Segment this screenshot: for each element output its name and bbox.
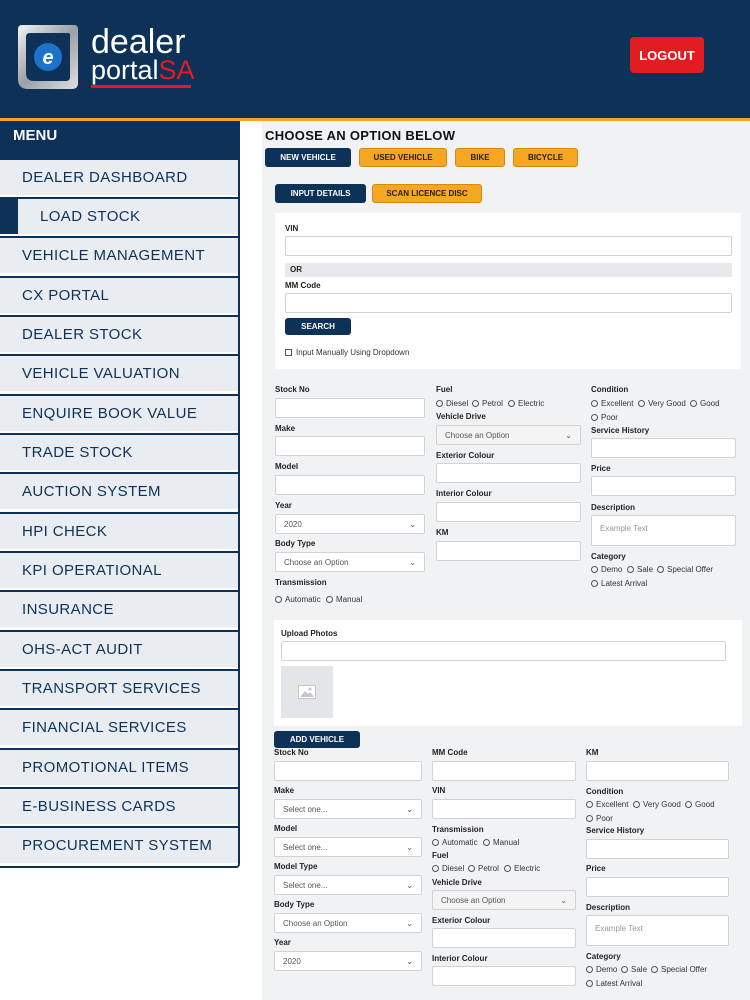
radio-circle[interactable] — [586, 815, 593, 822]
radio-circle[interactable] — [657, 566, 664, 573]
description-label: Description — [591, 503, 636, 512]
radio-circle[interactable] — [586, 966, 593, 973]
radio-label: Excellent — [596, 800, 629, 809]
checkbox-box[interactable] — [285, 349, 292, 356]
dealer-portal-logo-icon — [16, 23, 80, 91]
radio-label: Poor — [601, 413, 618, 422]
vehicle-drive-value: Choose an Option — [441, 895, 506, 905]
used-vehicle-button[interactable]: USED VEHICLE — [359, 148, 447, 167]
sidebar-menu — [0, 121, 240, 868]
logout-button[interactable]: LOGOUT — [630, 37, 704, 73]
price-label: Price — [586, 864, 606, 873]
sidebar-item-dealer-stock[interactable] — [0, 315, 238, 352]
interior-colour-input[interactable] — [436, 502, 581, 522]
condition-very-good-radio[interactable] — [633, 800, 681, 809]
fuel-petrol-radio[interactable] — [472, 399, 503, 408]
service-history-label: Service History — [586, 826, 645, 835]
chevron-down-icon: ⌄ — [406, 804, 413, 814]
condition-good-radio[interactable] — [690, 399, 720, 408]
make-input[interactable] — [275, 436, 425, 456]
sidebar-item-label: CX PORTAL — [22, 287, 110, 304]
vehicle-drive-select[interactable] — [432, 890, 576, 910]
model-input[interactable] — [275, 475, 425, 495]
manual-dropdown-label: Input Manually Using Dropdown — [296, 348, 410, 357]
sidebar-item-financial-services[interactable] — [0, 708, 238, 745]
transmission-label: Transmission — [275, 578, 327, 587]
sidebar-item-insurance[interactable] — [0, 590, 238, 627]
transmission-label: Transmission — [432, 825, 484, 834]
service-history-label: Service History — [591, 426, 650, 435]
stock-no-label: Stock No — [274, 748, 309, 757]
fuel-label: Fuel — [432, 851, 449, 860]
radio-label: Very Good — [648, 399, 686, 408]
sidebar-item-cx-portal[interactable] — [0, 276, 238, 313]
radio-label: Good — [700, 399, 720, 408]
model-type-value: Select one... — [283, 880, 328, 890]
km-label: KM — [586, 748, 599, 757]
category-special-offer-radio[interactable] — [651, 965, 707, 974]
condition-good-radio[interactable] — [685, 800, 715, 809]
sidebar-item-label: TRADE STOCK — [22, 444, 133, 461]
service-history-input[interactable] — [591, 438, 736, 458]
radio-circle[interactable] — [275, 596, 282, 603]
vehicle-drive-select[interactable] — [436, 425, 581, 445]
radio-circle[interactable] — [591, 400, 598, 407]
chevron-down-icon: ⌄ — [406, 956, 413, 966]
exterior-colour-label: Exterior Colour — [432, 916, 491, 925]
fuel-diesel-radio[interactable] — [436, 399, 468, 408]
radio-circle[interactable] — [591, 414, 598, 421]
radio-circle[interactable] — [483, 839, 490, 846]
sidebar-item-enquire-book-value[interactable] — [0, 394, 238, 431]
km-input[interactable] — [586, 761, 729, 781]
menu-title: MENU — [0, 121, 238, 158]
model-value: Select one... — [283, 842, 328, 852]
year-select[interactable] — [275, 514, 425, 534]
radio-circle[interactable] — [638, 400, 645, 407]
model-label: Model — [275, 462, 299, 471]
vehicle-drive-label: Vehicle Drive — [436, 412, 486, 421]
radio-label: Manual — [336, 595, 363, 604]
radio-label: Sale — [631, 965, 648, 974]
radio-label: Petrol — [478, 864, 499, 873]
sidebar-item-hpi-check[interactable] — [0, 512, 238, 549]
bike-button[interactable]: BIKE — [455, 148, 505, 167]
price-input[interactable] — [586, 877, 729, 897]
km-label: KM — [436, 528, 449, 537]
body-type-value: Choose an Option — [284, 557, 349, 567]
category-latest-arrival-radio[interactable] — [591, 579, 647, 588]
condition-poor-radio[interactable] — [586, 814, 613, 823]
radio-label: Very Good — [643, 800, 681, 809]
fuel-electric-radio[interactable] — [504, 864, 540, 873]
sidebar-item-label: LOAD STOCK — [40, 208, 141, 225]
logo-word-portal — [91, 56, 195, 84]
radio-label: Sale — [637, 565, 654, 574]
radio-circle[interactable] — [508, 400, 515, 407]
year-select[interactable] — [274, 951, 422, 971]
radio-label: Poor — [596, 814, 613, 823]
description-textarea[interactable]: Example Text — [591, 515, 736, 546]
scan-licence-disc-tab[interactable]: SCAN LICENCE DISC — [372, 184, 482, 203]
vehicle-drive-label: Vehicle Drive — [432, 878, 482, 887]
radio-circle[interactable] — [586, 801, 593, 808]
radio-label: Manual — [493, 838, 520, 847]
radio-circle[interactable] — [591, 566, 598, 573]
sidebar-item-label: HPI CHECK — [22, 523, 108, 540]
sidebar-item-label: DEALER DASHBOARD — [22, 169, 188, 186]
radio-circle[interactable] — [651, 966, 658, 973]
input-details-tab[interactable]: INPUT DETAILS — [275, 184, 366, 203]
condition-label: Condition — [586, 787, 624, 796]
vin-input[interactable] — [432, 799, 576, 819]
sidebar-item-transport-services[interactable] — [0, 669, 238, 706]
search-button[interactable]: SEARCH — [285, 318, 351, 335]
mm-code-label: MM Code — [285, 281, 321, 290]
radio-label: Petrol — [482, 399, 503, 408]
main-content — [262, 121, 750, 1000]
chevron-down-icon: ⌄ — [406, 880, 413, 890]
radio-circle[interactable] — [432, 865, 439, 872]
radio-label: Good — [695, 800, 715, 809]
sidebar-item-promotional-items[interactable] — [0, 748, 238, 785]
logo-portal-text: portal — [91, 55, 159, 85]
radio-circle[interactable] — [436, 400, 443, 407]
radio-circle[interactable] — [586, 980, 593, 987]
sidebar-item-label: OHS-ACT AUDIT — [22, 641, 143, 658]
condition-poor-radio[interactable] — [591, 413, 618, 422]
model-type-select[interactable] — [274, 875, 422, 895]
radio-circle[interactable] — [472, 400, 479, 407]
upload-photos-panel — [274, 620, 742, 726]
description-label: Description — [586, 903, 631, 912]
chevron-down-icon: ⌄ — [406, 918, 413, 928]
sidebar-item-e-business-cards[interactable] — [0, 787, 238, 824]
top-header — [0, 0, 750, 118]
logo-underline — [91, 85, 191, 88]
year-value: 2020 — [284, 519, 302, 529]
vin-input[interactable] — [285, 236, 732, 256]
model-type-label: Model Type — [274, 862, 318, 871]
sidebar-item-label: FINANCIAL SERVICES — [22, 719, 187, 736]
radio-label: Special Offer — [667, 565, 714, 574]
logo-badge-letter: e — [42, 47, 54, 69]
radio-label: Latest Arrival — [601, 579, 648, 588]
radio-circle[interactable] — [504, 865, 511, 872]
sidebar-item-label: ENQUIRE BOOK VALUE — [22, 405, 198, 422]
radio-circle[interactable] — [627, 566, 634, 573]
body-type-select[interactable] — [275, 552, 425, 572]
sidebar-item-load-stock[interactable] — [0, 197, 238, 234]
km-input[interactable] — [436, 541, 581, 561]
transmission-manual-radio[interactable] — [326, 595, 362, 604]
interior-colour-input[interactable] — [432, 966, 576, 986]
upload-photos-label: Upload Photos — [281, 629, 338, 638]
add-vehicle-button[interactable]: ADD VEHICLE — [274, 731, 360, 748]
radio-label: Diesel — [442, 864, 465, 873]
category-special-offer-radio[interactable] — [657, 565, 713, 574]
condition-very-good-radio[interactable] — [638, 399, 686, 408]
or-label: OR — [290, 265, 302, 274]
image-placeholder-icon — [298, 685, 316, 699]
body-type-value: Choose an Option — [283, 918, 348, 928]
photo-placeholder[interactable] — [281, 666, 333, 718]
radio-label: Diesel — [446, 399, 469, 408]
sidebar-item-label: VEHICLE MANAGEMENT — [22, 247, 206, 264]
make-label: Make — [275, 424, 296, 433]
interior-colour-label: Interior Colour — [436, 489, 492, 498]
description-textarea[interactable]: Example Text — [586, 915, 729, 946]
year-label: Year — [275, 501, 292, 510]
price-input[interactable] — [591, 476, 736, 496]
radio-circle[interactable] — [621, 966, 628, 973]
transmission-automatic-radio[interactable] — [275, 595, 321, 604]
radio-label: Special Offer — [661, 965, 708, 974]
service-history-input[interactable] — [586, 839, 729, 859]
radio-circle[interactable] — [468, 865, 475, 872]
stock-no-input[interactable] — [274, 761, 422, 781]
category-label: Category — [586, 952, 621, 961]
category-demo-radio[interactable] — [591, 565, 622, 574]
body-type-label: Body Type — [274, 900, 315, 909]
sidebar-item-label: PROCUREMENT SYSTEM — [22, 837, 213, 854]
sidebar-item-ohs-act-audit[interactable] — [0, 630, 238, 667]
radio-label: Latest Arrival — [596, 979, 643, 988]
page-title: CHOOSE AN OPTION BELOW — [265, 128, 456, 143]
radio-circle[interactable] — [685, 801, 692, 808]
sidebar-item-label: E-BUSINESS CARDS — [22, 798, 176, 815]
condition-excellent-radio[interactable] — [591, 399, 633, 408]
sidebar-item-dealer-dashboard[interactable] — [0, 158, 238, 195]
sidebar-item-procurement-system[interactable] — [0, 826, 238, 863]
radio-circle[interactable] — [690, 400, 697, 407]
radio-label: Automatic — [442, 838, 478, 847]
sidebar-item-label: DEALER STOCK — [22, 326, 143, 343]
sidebar-item-label: TRANSPORT SERVICES — [22, 680, 201, 697]
bicycle-button[interactable]: BICYCLE — [513, 148, 578, 167]
interior-colour-label: Interior Colour — [432, 954, 488, 963]
category-sale-radio[interactable] — [621, 965, 647, 974]
mm-code-input[interactable] — [285, 293, 732, 313]
sidebar-item-label: VEHICLE VALUATION — [22, 365, 180, 382]
mm-code-input[interactable] — [432, 761, 576, 781]
vin-label: VIN — [285, 224, 299, 233]
radio-circle[interactable] — [633, 801, 640, 808]
logo-word-dealer: dealer — [91, 23, 186, 61]
condition-label: Condition — [591, 385, 629, 394]
sidebar-item-trade-stock[interactable] — [0, 433, 238, 470]
price-label: Price — [591, 464, 611, 473]
sidebar-item-kpi-operational[interactable] — [0, 551, 238, 588]
body-type-select[interactable] — [274, 913, 422, 933]
logo-sa-text: SA — [158, 55, 195, 85]
new-vehicle-button[interactable]: NEW VEHICLE — [265, 148, 351, 167]
category-latest-arrival-radio[interactable] — [586, 979, 642, 988]
model-select[interactable] — [274, 837, 422, 857]
condition-excellent-radio[interactable] — [586, 800, 628, 809]
or-divider — [285, 263, 732, 277]
fuel-diesel-radio[interactable] — [432, 864, 464, 873]
chevron-down-icon: ⌄ — [406, 842, 413, 852]
sidebar-item-label: AUCTION SYSTEM — [22, 483, 161, 500]
year-label: Year — [274, 938, 291, 947]
radio-label: Excellent — [601, 399, 634, 408]
category-sale-radio[interactable] — [627, 565, 653, 574]
chevron-down-icon: ⌄ — [409, 519, 416, 529]
transmission-automatic-radio[interactable] — [432, 838, 478, 847]
vin-lookup-panel — [275, 213, 741, 369]
chevron-down-icon: ⌄ — [560, 895, 567, 905]
vin-label: VIN — [432, 786, 446, 795]
radio-circle[interactable] — [432, 839, 439, 846]
sidebar-item-vehicle-valuation[interactable] — [0, 354, 238, 391]
exterior-colour-input[interactable] — [432, 928, 576, 948]
body-type-label: Body Type — [275, 539, 316, 548]
chevron-down-icon: ⌄ — [409, 557, 416, 567]
model-label: Model — [274, 824, 298, 833]
radio-label: Electric — [514, 864, 541, 873]
fuel-label: Fuel — [436, 385, 453, 394]
radio-label: Electric — [518, 399, 545, 408]
radio-label: Demo — [601, 565, 623, 574]
sidebar-item-label: KPI OPERATIONAL — [22, 562, 162, 579]
stock-no-label: Stock No — [275, 385, 310, 394]
vehicle-drive-value: Choose an Option — [445, 430, 510, 440]
radio-label: Demo — [596, 965, 618, 974]
chevron-down-icon: ⌄ — [565, 430, 572, 440]
sidebar-item-auction-system[interactable] — [0, 472, 238, 509]
make-label: Make — [274, 786, 295, 795]
stock-no-input[interactable] — [275, 398, 425, 418]
exterior-colour-label: Exterior Colour — [436, 451, 495, 460]
radio-circle[interactable] — [591, 580, 598, 587]
make-value: Select one... — [283, 804, 328, 814]
exterior-colour-input[interactable] — [436, 463, 581, 483]
year-value: 2020 — [283, 956, 301, 966]
mm-code-label: MM Code — [432, 748, 468, 757]
upload-photos-input[interactable] — [281, 641, 726, 661]
make-select[interactable] — [274, 799, 422, 819]
radio-label: Automatic — [285, 595, 321, 604]
sidebar-item-label: INSURANCE — [22, 601, 114, 618]
fuel-petrol-radio[interactable] — [468, 864, 499, 873]
fuel-electric-radio[interactable] — [508, 399, 544, 408]
category-label: Category — [591, 552, 626, 561]
manual-dropdown-checkbox[interactable] — [285, 348, 409, 357]
radio-circle[interactable] — [326, 596, 333, 603]
sidebar-item-vehicle-management[interactable] — [0, 236, 238, 273]
transmission-manual-radio[interactable] — [483, 838, 519, 847]
sidebar-item-label: PROMOTIONAL ITEMS — [22, 759, 190, 776]
category-demo-radio[interactable] — [586, 965, 617, 974]
